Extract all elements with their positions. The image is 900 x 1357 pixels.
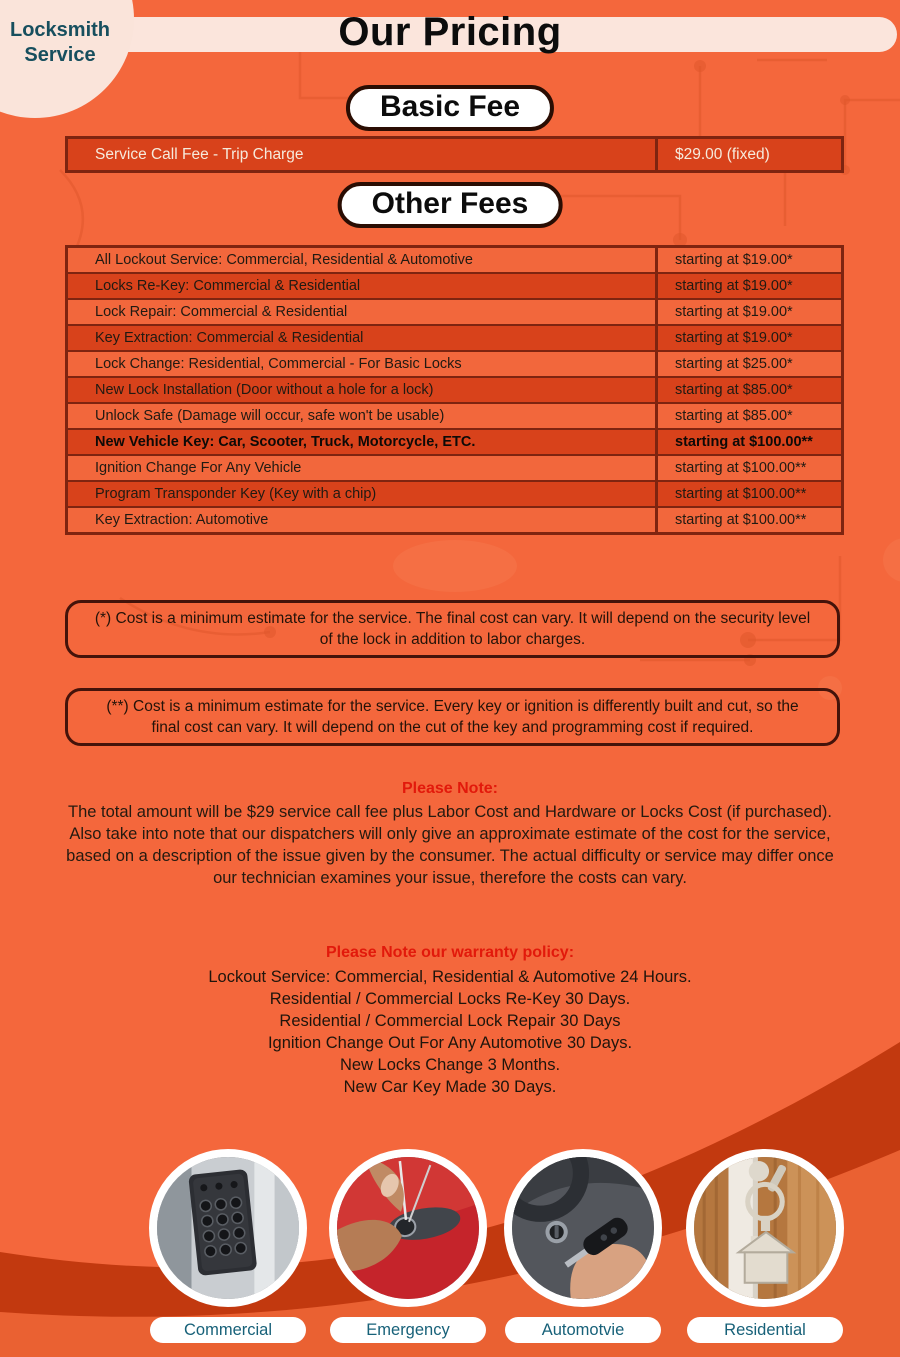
- basic-fee-table: [65, 136, 844, 173]
- fee-price: starting at $19.00*: [655, 274, 841, 298]
- warranty-line: New Car Key Made 30 Days.: [343, 1078, 557, 1096]
- fee-price: starting at $19.00*: [655, 248, 841, 272]
- fee-label: New Lock Installation (Door without a hole for a lock): [95, 382, 434, 398]
- fee-row: [68, 139, 841, 170]
- residential-photo: [686, 1149, 844, 1307]
- house-keychain-illustration: [694, 1157, 836, 1299]
- fee-price: starting at $19.00*: [655, 326, 841, 350]
- other-fees-heading: Other Fees: [338, 182, 563, 228]
- fee-label: Key Extraction: Automotive: [95, 512, 269, 528]
- basic-fee-heading: Basic Fee: [346, 85, 554, 131]
- fee-row: [68, 248, 841, 272]
- category-label-emergency: Emergency: [330, 1317, 486, 1343]
- warranty-heading: Please Note our warranty policy:: [325, 944, 575, 961]
- fee-row: [68, 454, 841, 480]
- fee-row: [68, 428, 841, 454]
- fee-row: [68, 506, 841, 532]
- fee-price: starting at $100.00**: [655, 508, 841, 532]
- fee-label: Locks Re-Key: Commercial & Residential: [95, 278, 361, 294]
- footnote-double-asterisk: (**) Cost is a minimum estimate for the service. Every key or ignition is differently built and cut, so the final cost can vary. It will depend on the cut of the key and programming cost if required.: [65, 688, 840, 746]
- fee-label: New Vehicle Key: Car, Scooter, Truck, Motorcycle, ETC.: [95, 434, 476, 450]
- logo-line1: Locksmith: [9, 19, 111, 41]
- warranty-lines: [0, 966, 900, 1098]
- fee-row: [68, 350, 841, 376]
- logo-text: [4, 18, 116, 68]
- fee-row: [68, 376, 841, 402]
- footnote-single-asterisk: (*) Cost is a minimum estimate for the service. The final cost can vary. It will depend on the security level of the lock in addition to labor charges.: [65, 600, 840, 658]
- fee-label: Program Transponder Key (Key with a chip): [95, 486, 377, 502]
- category-label-automotive: Automotvie: [505, 1317, 661, 1343]
- fee-label: Lock Change: Residential, Commercial - For Basic Locks: [95, 356, 462, 372]
- warranty-line: Residential / Commercial Locks Re-Key 30 Days.: [269, 990, 631, 1008]
- car-unlock-illustration: [337, 1157, 479, 1299]
- logo-line2: Service: [24, 44, 96, 66]
- keypad-lock-illustration: [157, 1157, 299, 1299]
- fee-label: Lock Repair: Commercial & Residential: [95, 304, 348, 320]
- fee-price: starting at $100.00**: [655, 430, 841, 454]
- fee-price: starting at $100.00**: [655, 482, 841, 506]
- fee-price: $29.00 (fixed): [655, 139, 841, 170]
- warranty-line: Residential / Commercial Lock Repair 30 Days: [279, 1012, 621, 1030]
- warranty-line: Lockout Service: Commercial, Residential & Automotive 24 Hours.: [208, 968, 692, 986]
- page-title: Our Pricing: [338, 10, 562, 54]
- commercial-photo: [149, 1149, 307, 1307]
- fee-row: [68, 480, 841, 506]
- fee-label: All Lockout Service: Commercial, Residential & Automotive: [95, 252, 473, 268]
- category-label-residential: Residential: [687, 1317, 843, 1343]
- automotive-photo: [504, 1149, 662, 1307]
- warranty-line: Ignition Change Out For Any Automotive 30 Days.: [267, 1034, 633, 1052]
- category-label-commercial: Commercial: [150, 1317, 306, 1343]
- fee-price: starting at $100.00**: [655, 456, 841, 480]
- fee-row: [68, 272, 841, 298]
- fee-row: [68, 298, 841, 324]
- fee-price: starting at $85.00*: [655, 378, 841, 402]
- emergency-photo: [329, 1149, 487, 1307]
- warranty-line: New Locks Change 3 Months.: [339, 1056, 561, 1074]
- fee-row: [68, 324, 841, 350]
- ignition-key-illustration: [512, 1157, 654, 1299]
- fee-label: Unlock Safe (Damage will occur, safe won't be usable): [95, 408, 445, 424]
- fee-price: starting at $19.00*: [655, 300, 841, 324]
- please-note-heading: Please Note:: [401, 780, 499, 797]
- fee-label: Key Extraction: Commercial & Residential: [95, 330, 364, 346]
- fee-price: starting at $85.00*: [655, 404, 841, 428]
- fee-label: Ignition Change For Any Vehicle: [95, 460, 302, 476]
- fee-price: starting at $25.00*: [655, 352, 841, 376]
- fee-row: [68, 402, 841, 428]
- please-note-body: The total amount will be $29 service call fee plus Labor Cost and Hardware or Locks Cost (if purchased). Also take into note that our dispatchers will only give an approximate estimate of the cost for the service, based on a description of the issue given by the consumer. The actual difficulty or service may differ once our technician examines your issue, therefore the costs can vary.: [66, 803, 834, 887]
- other-fees-table: [65, 245, 844, 535]
- fee-label: Service Call Fee - Trip Charge: [95, 145, 304, 163]
